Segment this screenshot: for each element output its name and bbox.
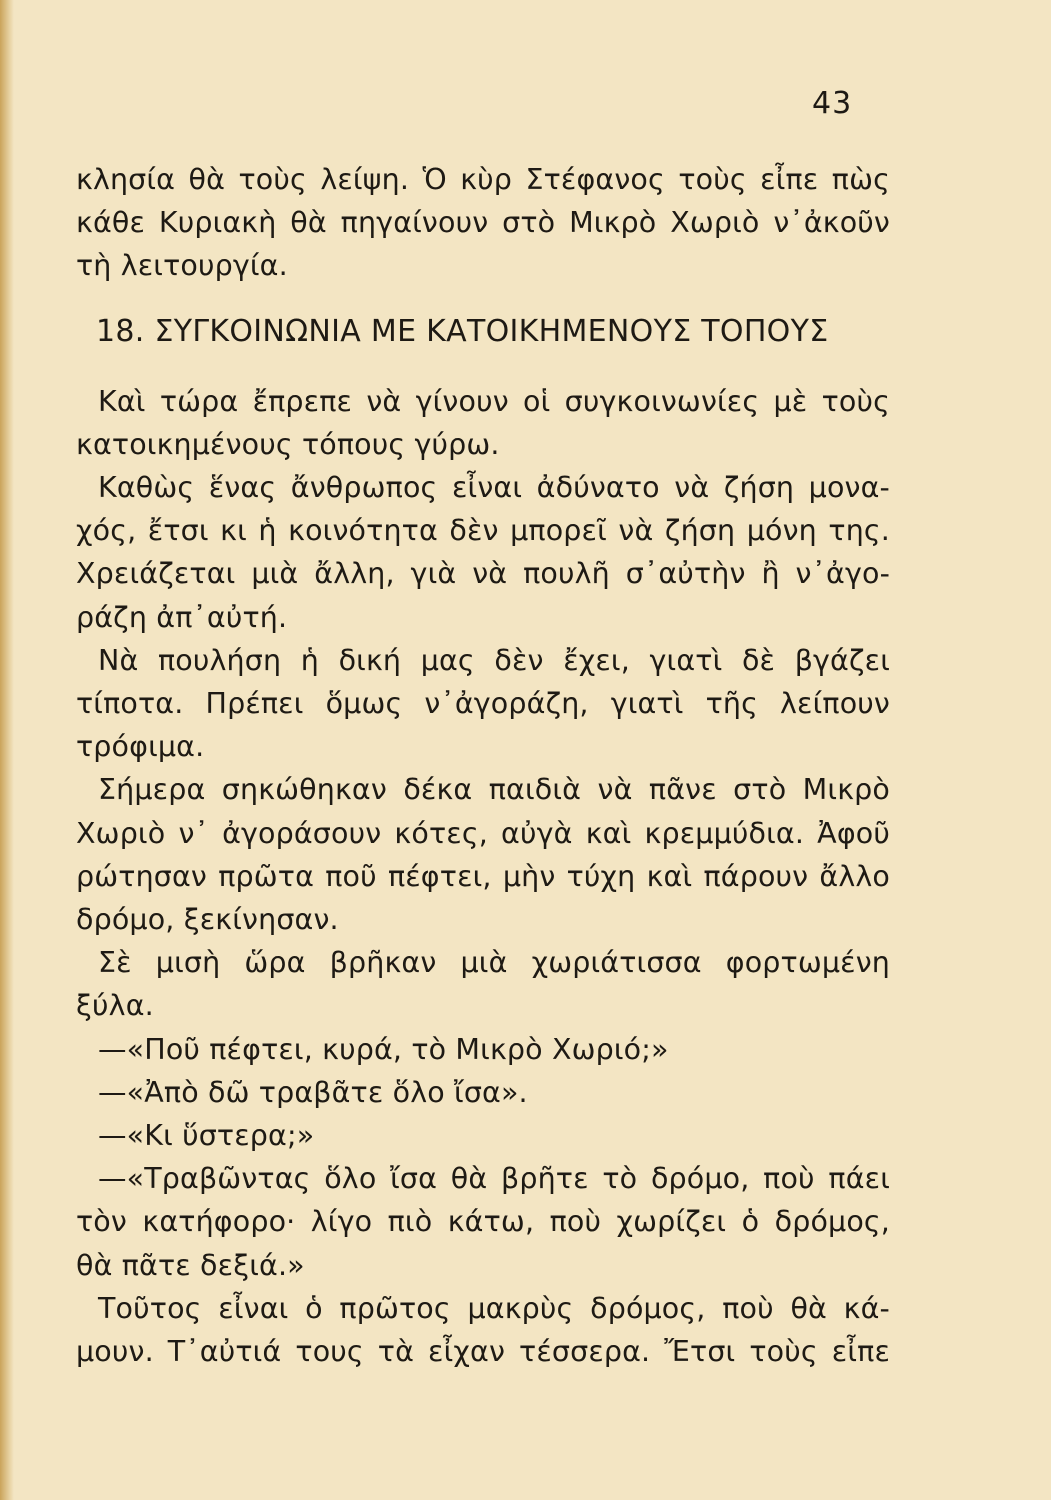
text-line: Καὶ τώρα ἔπρεπε νὰ γίνουν οἱ συγκοινωνίες μὲ τοὺς <box>98 384 890 418</box>
text-line: Χωριὸ ν᾿ ἀγοράσουν κότες, αὐγὰ καὶ κρεμμύδια. Ἀφοῦ <box>76 816 890 850</box>
text-line: θὰ πᾶτε δεξιά.» <box>76 1248 305 1282</box>
text-line: τρόφιμα. <box>76 730 205 764</box>
text-line: χός, ἔτσι κι ἡ κοινότητα δὲν μπορεῖ νὰ ζήση μόνη της. <box>76 514 890 548</box>
text-line: δρόμο, ξεκίνησαν. <box>76 903 339 937</box>
text-line: κατοικημένους τόπους γύρω. <box>76 427 500 461</box>
page-text <box>76 158 890 1373</box>
dialogue-line: —«Τραβῶντας ὅλο ἴσα θὰ βρῆτε τὸ δρόμο, ποὺ πάει <box>98 1162 890 1196</box>
text-line: ράζη ἀπ᾿αὐτή. <box>76 600 288 634</box>
page-number: 43 <box>812 86 853 121</box>
text-line: μουν. Τ᾿αὐτιά τους τὰ εἶχαν τέσσερα. Ἔτσι τοὺς εἶπε <box>76 1335 890 1369</box>
text-line: κλησία θὰ τοὺς λείψη. Ὁ κὺρ Στέφανος τοὺς εἶπε πὼς <box>76 163 890 196</box>
text-line: Σήμερα σηκώθηκαν δέκα παιδιὰ νὰ πᾶνε στὸ Μικρὸ <box>98 773 890 807</box>
section-heading: 18. ΣΥΓΚΟΙΝΩΝΙΑ ΜΕ ΚΑΤΟΙΚΗΜΕΝΟΥΣ ΤΟΠΟΥΣ <box>96 313 829 349</box>
text-line: τίποτα. Πρέπει ὅμως ν᾿ἀγοράζη, γιατὶ τῆς λείπουν <box>76 687 890 721</box>
text-line: ρώτησαν πρῶτα ποῦ πέφτει, μὴν τύχη καὶ πάρουν ἄλλο <box>76 859 890 893</box>
text-line: Καθὼς ἕνας ἄνθρωπος εἶναι ἀδύνατο νὰ ζήση μονα- <box>98 471 890 505</box>
text-line: τὸν κατήφορο· λίγο πιὸ κάτω, ποὺ χωρίζει ὁ δρόμος, <box>76 1205 890 1239</box>
dialogue-line: —«Ποῦ πέφτει, κυρά, τὸ Μικρὸ Χωριό;» <box>98 1032 669 1066</box>
dialogue-line: —«Κι ὕστερα;» <box>98 1119 315 1153</box>
text-line: ξύλα. <box>76 989 154 1023</box>
text-line: Σὲ μισὴ ὥρα βρῆκαν μιὰ χωριάτισσα φορτωμένη <box>98 946 890 980</box>
text-line: κάθε Κυριακὴ θὰ πηγαίνουν στὸ Μικρὸ Χωριὸ ν᾿ἀκοῦν <box>76 206 890 240</box>
text-line: Νὰ πουλήση ἡ δική μας δὲν ἔχει, γιατὶ δὲ βγάζει <box>98 643 890 677</box>
text-line: τὴ λειτουργία. <box>76 249 288 283</box>
text-line: Τοῦτος εἶναι ὁ πρῶτος μακρὺς δρόμος, ποὺ θὰ κά- <box>98 1291 890 1325</box>
dialogue-line: —«Ἀπὸ δῶ τραβᾶτε ὅλο ἴσα». <box>98 1075 528 1109</box>
text-line: Χρειάζεται μιὰ ἄλλη, γιὰ νὰ πουλῆ σ᾿αὐτὴν ἢ ν᾿ἀγο- <box>76 557 890 591</box>
page-binding-edge <box>0 0 14 1500</box>
